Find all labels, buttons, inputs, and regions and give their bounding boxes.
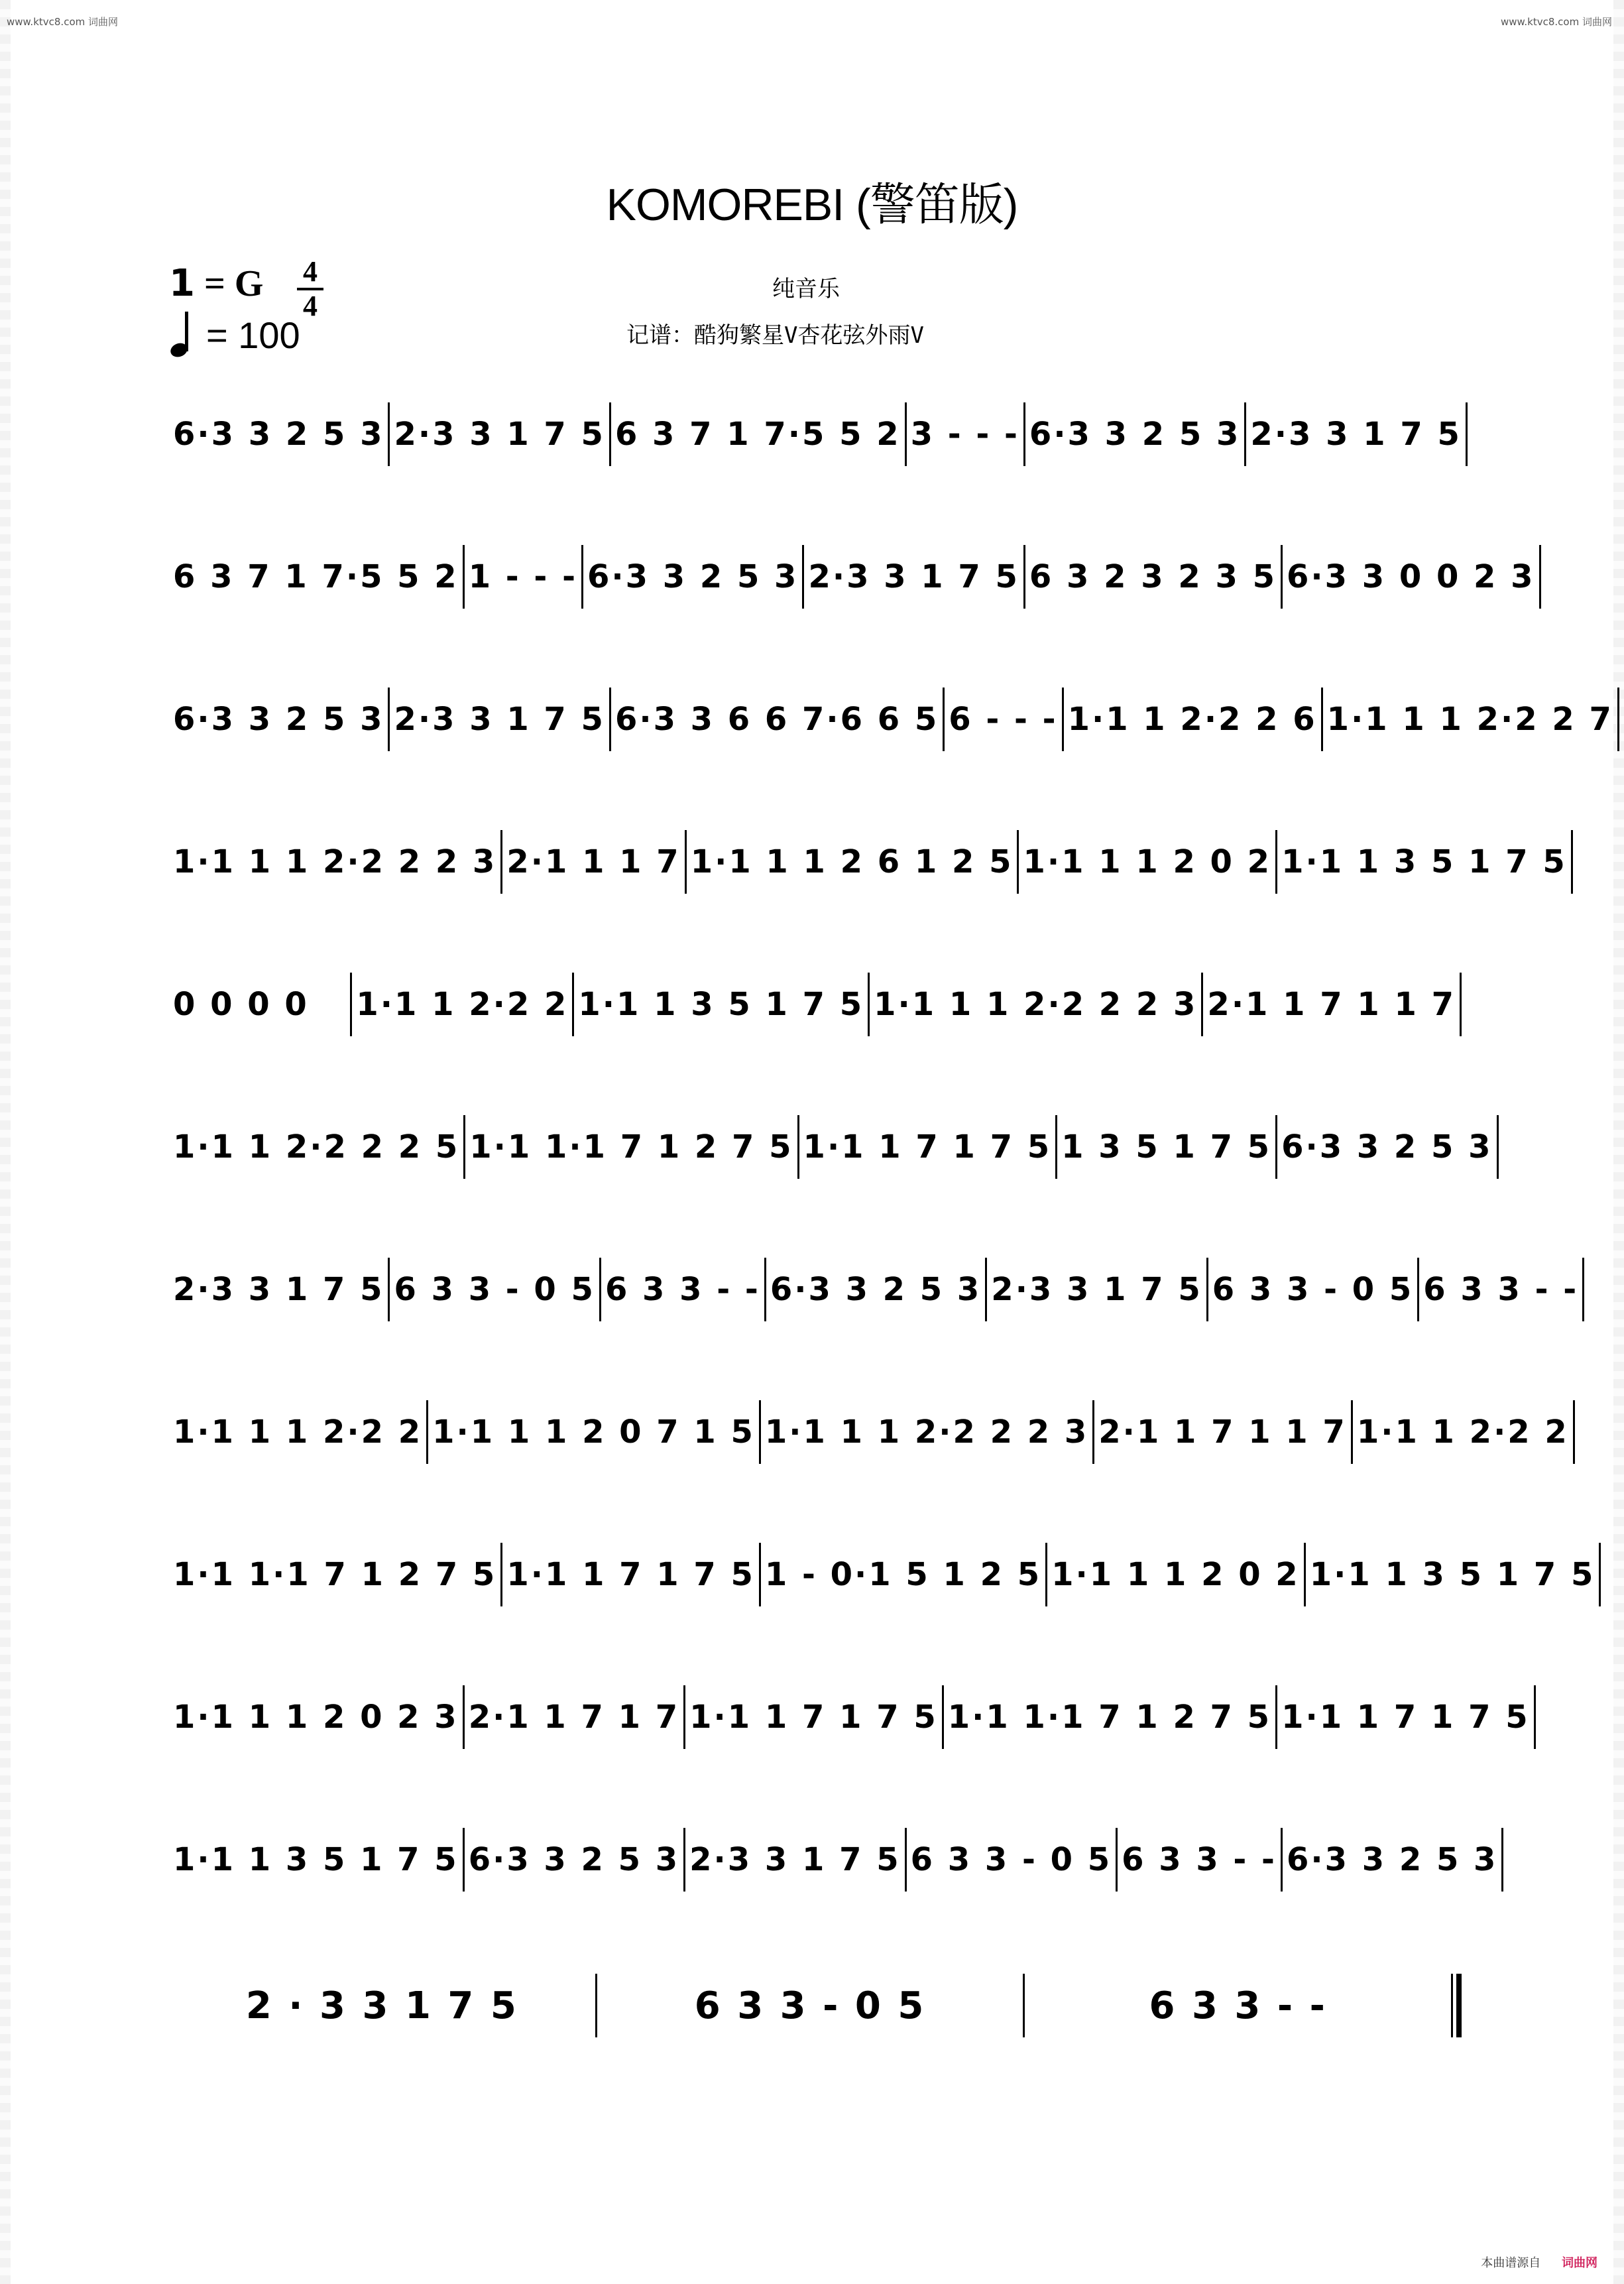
measure: 1·1 1·1 7 1 2 7 5	[469, 1128, 793, 1166]
barline	[1582, 1258, 1584, 1321]
measure: 6 3 3 - -	[1122, 1841, 1277, 1878]
measure: 2·1 1 1 7	[506, 843, 681, 880]
measure: 1·1 1 7 1 7 5	[803, 1128, 1052, 1166]
genre-label: 纯音乐	[772, 276, 840, 302]
measure: 6 3 7 1 7·5 5 2	[614, 416, 901, 453]
measure: 6·3 3 0 0 2 3	[1286, 558, 1535, 595]
score-line	[169, 394, 1462, 474]
measure: 2·3 3 1 7 5	[394, 701, 605, 738]
score-line	[169, 1677, 1530, 1757]
measure: 2·3 3 1 7 5	[689, 1841, 901, 1878]
measure: 6·3 3 2 5 3	[1029, 416, 1241, 453]
measure: 2·1 1 7 1 1 7	[1207, 986, 1456, 1023]
quarter-note-icon	[169, 312, 206, 358]
measure: 1·1 1 1 2 0 2	[1023, 843, 1272, 880]
measure: 1·1 1 1 2·2 2 2 3	[874, 986, 1198, 1023]
measure: 1·1 1 1 2·2 2 7	[1326, 701, 1613, 738]
barline	[1501, 1828, 1503, 1892]
measure: 6·3 3 2 5 3	[587, 558, 799, 595]
measure: 6 3 2 3 2 3 5	[1029, 558, 1277, 595]
time-signature-top: 4	[303, 255, 318, 288]
measure: 2·3 3 1 7 5	[1250, 416, 1462, 453]
transcriber-credit: 记谱：酷狗繁星V杏花弦外雨V	[626, 322, 924, 349]
score-line	[169, 1250, 1579, 1329]
measure: 1·1 1 2·2 2 6	[1067, 701, 1317, 738]
measure: 2 · 3 3 1 7 5	[245, 1984, 518, 2027]
measure: 1 3 5 1 7 5	[1061, 1128, 1272, 1166]
measure: 6 3 3 - 0 5	[694, 1984, 926, 2027]
measure: 6·3 3 2 5 3	[1286, 1841, 1498, 1878]
barline	[1573, 1400, 1575, 1464]
measure: 1·1 1 3 5 1 7 5	[1281, 843, 1567, 880]
footer-source	[1481, 2254, 1597, 2271]
footer-brand: 词曲网	[1562, 2256, 1597, 2270]
tempo-value: = 100	[206, 314, 300, 356]
measure: 1·1 1 7 1 7 5	[689, 1699, 938, 1736]
barline	[1497, 1115, 1499, 1179]
final-barline	[1451, 1974, 1462, 2037]
measure: 1·1 1 7 1 7 5	[506, 1556, 755, 1593]
measure: 1·1 1 1 2 0 2	[1051, 1556, 1300, 1593]
score-line	[169, 1392, 1569, 1472]
key-tonic: 1	[169, 262, 195, 305]
measure: 6 3 3 - 0 5	[394, 1271, 595, 1308]
measure: 2·3 3 1 7 5	[173, 1271, 384, 1308]
score-line	[169, 680, 1613, 759]
measure: 0 0 0 0	[173, 986, 309, 1023]
left-margin-watermark	[0, 0, 11, 2284]
measure: 1·1 1·1 7 1 2 7 5	[173, 1556, 497, 1593]
barline	[1599, 1543, 1601, 1606]
measure: 3 - - -	[910, 416, 1019, 453]
key-signature	[169, 262, 263, 305]
measure: 1·1 1 3 5 1 7 5	[578, 986, 864, 1023]
measure: 6·3 3 2 5 3	[173, 416, 384, 453]
score-line	[169, 1107, 1493, 1187]
score-line	[169, 1535, 1595, 1614]
measure: 1·1 1 2·2 2 2 5	[173, 1128, 460, 1166]
score-line	[169, 1820, 1498, 1899]
right-margin-watermark	[1613, 0, 1624, 2284]
measure: 1·1 1 1 2·2 2	[173, 1413, 423, 1451]
barline	[1460, 973, 1462, 1036]
measure: 6 3 3 - 0 5	[1212, 1271, 1414, 1308]
measure: 6 3 3 - 0 5	[910, 1841, 1112, 1878]
measure: 1·1 1 2·2 2	[1356, 1413, 1569, 1451]
measure: 6 3 7 1 7·5 5 2	[173, 558, 459, 595]
measure: 6 3 3 - -	[1149, 1984, 1327, 2027]
measure: 6 - - -	[949, 701, 1058, 738]
score-line	[169, 822, 1567, 902]
barline	[1466, 402, 1468, 466]
measure: 6·3 3 2 5 3	[173, 701, 384, 738]
measure: 1·1 1 1 2·2 2 2 3	[173, 843, 497, 880]
measure: 6·3 3 2 5 3	[770, 1271, 982, 1308]
measure: 1·1 1 7 1 7 5	[1281, 1699, 1530, 1736]
time-signature	[297, 257, 323, 321]
measure: 1·1 1 1 2·2 2 2 3	[764, 1413, 1089, 1451]
measure: 2·1 1 7 1 1 7	[1098, 1413, 1347, 1451]
song-title: KOMOREBI (警笛版)	[606, 180, 1018, 230]
footer-label: 本曲谱源自	[1481, 2256, 1541, 2270]
tempo-marking	[169, 312, 300, 358]
score-line	[169, 537, 1535, 617]
time-signature-bottom: 4	[303, 290, 318, 322]
measure: 1 - - -	[468, 558, 577, 595]
score-line	[169, 965, 1462, 1044]
score-line	[169, 1966, 1462, 2045]
barline	[1539, 545, 1541, 609]
measure: 1·1 1 2·2 2	[356, 986, 569, 1023]
measure: 1 - 0·1 5 1 2 5	[764, 1556, 1042, 1593]
measure: 1·1 1 1 2 0 2 3	[173, 1699, 459, 1736]
measure: 6·3 3 6 6 7·6 6 5	[614, 701, 939, 738]
measure: 1·1 1 1 2 6 1 2 5	[690, 843, 1014, 880]
measure: 6·3 3 2 5 3	[1281, 1128, 1493, 1166]
measure: 2·3 3 1 7 5	[394, 416, 605, 453]
measure: 2·3 3 1 7 5	[991, 1271, 1202, 1308]
header-site-left: www.ktvc8.com 词曲网	[7, 16, 119, 28]
measure: 2·3 3 1 7 5	[808, 558, 1019, 595]
measure: 6·3 3 2 5 3	[468, 1841, 680, 1878]
key-text: = G	[203, 263, 264, 304]
measure: 1·1 1 1 2 0 7 1 5	[432, 1413, 755, 1451]
measure: 1·1 1 3 5 1 7 5	[173, 1841, 459, 1878]
measure: 2·1 1 7 1 7	[468, 1699, 680, 1736]
measure: 1·1 1·1 7 1 2 7 5	[947, 1699, 1272, 1736]
barline	[1571, 830, 1573, 894]
barline	[1617, 688, 1619, 751]
measure: 6 3 3 - -	[605, 1271, 760, 1308]
measure: 6 3 3 - -	[1423, 1271, 1579, 1308]
measure: 1·1 1 3 5 1 7 5	[1309, 1556, 1595, 1593]
header-site-right: www.ktvc8.com 词曲网	[1500, 16, 1612, 28]
barline	[1534, 1685, 1536, 1749]
